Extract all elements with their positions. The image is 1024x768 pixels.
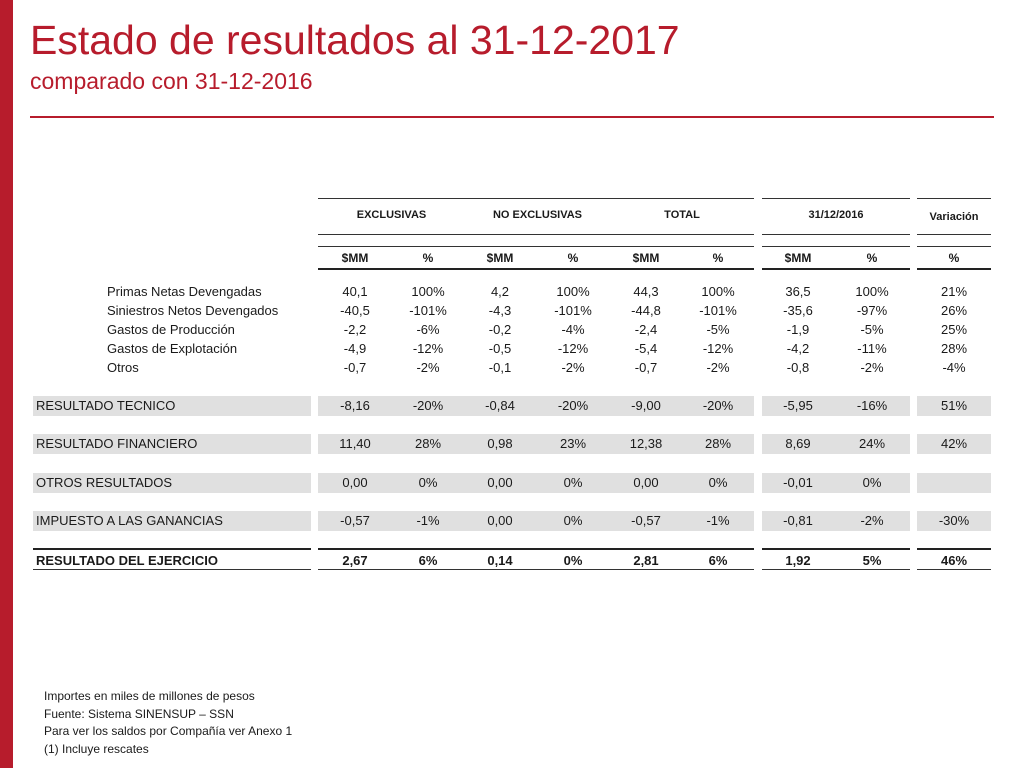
total-top-line [762, 548, 910, 550]
table-cell: -5,4 [634, 341, 658, 356]
total-bottom-line [917, 569, 991, 570]
group-header: TOTAL [664, 209, 700, 221]
table-cell: -12% [557, 341, 589, 356]
table-cell: -0,7 [343, 360, 367, 375]
group-bottom-line [465, 234, 610, 235]
table-cell: -1,9 [786, 322, 810, 337]
group-header: EXCLUSIVAS [356, 209, 427, 221]
table-cell: 42% [940, 436, 968, 451]
table-cell: 26% [940, 303, 968, 318]
subheader-bottom-line [762, 268, 910, 270]
table-cell: 100% [701, 284, 735, 299]
table-cell: 28% [704, 436, 732, 451]
table-cell: 24% [858, 436, 886, 451]
total-bottom-line [33, 569, 311, 570]
table-cell: -40,5 [340, 303, 370, 318]
table-cell: -4% [942, 360, 966, 375]
table-cell: 100% [556, 284, 590, 299]
table-cell: 40,1 [342, 284, 368, 299]
table-cell: 0,98 [487, 436, 513, 451]
total-top-line [318, 548, 754, 550]
table-cell: 0,00 [487, 475, 513, 490]
row-label: Gastos de Producción [107, 322, 235, 337]
table-cell: -5,95 [783, 398, 813, 413]
table-cell: 25% [940, 322, 968, 337]
table-cell: -4,9 [343, 341, 367, 356]
row-label: Siniestros Netos Devengados [107, 303, 279, 318]
row-label: Primas Netas Devengadas [107, 284, 262, 299]
table-cell: -12% [412, 341, 444, 356]
table-cell: -44,8 [631, 303, 661, 318]
table-cell: -4% [561, 322, 585, 337]
table-cell: -4,3 [488, 303, 512, 318]
table-cell: 100% [411, 284, 445, 299]
column-header: $MM [486, 251, 514, 265]
table-cell: -20% [557, 398, 589, 413]
total-top-line [33, 548, 311, 550]
column-header: % [567, 251, 579, 265]
footnote-source: Fuente: Sistema SINENSUP – SSN [44, 706, 234, 721]
row-label: Otros [107, 360, 139, 375]
group-top-line [610, 198, 754, 199]
table-cell: -2% [561, 360, 585, 375]
group-bottom-line [762, 234, 910, 235]
summary-label: IMPUESTO A LAS GANANCIAS [36, 513, 223, 528]
table-cell: -6% [416, 322, 440, 337]
table-cell: -0,81 [783, 513, 813, 528]
group-bottom-line [917, 234, 991, 235]
total-bottom-line [762, 569, 910, 570]
column-header: $MM [784, 251, 812, 265]
table-cell: 28% [940, 341, 968, 356]
table-cell: -8,16 [340, 398, 370, 413]
table-cell: -2,2 [343, 322, 367, 337]
row-label: Gastos de Explotación [107, 341, 238, 356]
table-cell: -9,00 [631, 398, 661, 413]
summary-label: RESULTADO TECNICO [36, 398, 176, 413]
table-cell: -101% [699, 303, 737, 318]
table-cell: 0% [418, 475, 438, 490]
table-cell: -20% [412, 398, 444, 413]
table-cell: -5% [706, 322, 730, 337]
total-label: RESULTADO DEL EJERCICIO [36, 553, 219, 568]
table-cell: 0% [862, 475, 882, 490]
table-cell: -0,5 [488, 341, 512, 356]
group-top-line [917, 198, 991, 199]
table-cell: 51% [940, 398, 968, 413]
subheader-top-line [762, 246, 910, 247]
table-cell: 23% [559, 436, 587, 451]
table-cell: 0,00 [342, 475, 368, 490]
total-cell: 46% [940, 553, 968, 568]
column-header: $MM [632, 251, 660, 265]
table-cell: -101% [554, 303, 592, 318]
total-cell: 0% [563, 553, 583, 568]
subheader-top-line [318, 246, 754, 247]
table-cell: -2% [706, 360, 730, 375]
page-subtitle: comparado con 31-12-2016 [30, 68, 313, 94]
title-divider [30, 116, 994, 118]
group-top-line [465, 198, 610, 199]
table-cell: 11,40 [339, 436, 371, 451]
row-band [917, 473, 991, 493]
table-cell: -0,8 [786, 360, 810, 375]
group-bottom-line [318, 234, 465, 235]
table-cell: -0,01 [783, 475, 813, 490]
table-cell: 28% [414, 436, 442, 451]
footnote-annex: Para ver los saldos por Compañía ver Anexo 1 [44, 724, 293, 738]
left-accent-bar [0, 0, 13, 768]
table-cell: -1% [416, 513, 440, 528]
table-cell: -2% [860, 513, 884, 528]
table-cell: -101% [409, 303, 447, 318]
table-cell: -4,2 [786, 341, 810, 356]
table-cell: -0,57 [340, 513, 370, 528]
column-header: % [948, 251, 960, 265]
table-cell: -35,6 [783, 303, 813, 318]
table-cell: 36,5 [785, 284, 811, 299]
footnotes [44, 688, 292, 758]
group-header: Variación [929, 211, 979, 223]
column-header: $MM [341, 251, 369, 265]
table-cell: 4,2 [490, 284, 510, 299]
table-cell: -30% [938, 513, 970, 528]
table-cell: -0,57 [631, 513, 661, 528]
total-cell: 1,92 [785, 553, 811, 568]
table-cell: 0,00 [487, 513, 513, 528]
column-header: % [866, 251, 878, 265]
column-header: % [712, 251, 724, 265]
footnote-rescates: (1) Incluye rescates [44, 741, 149, 756]
table-cell: -0,2 [488, 322, 512, 337]
table-cell: -0,1 [488, 360, 512, 375]
table-cell: 0,00 [633, 475, 659, 490]
table-cell: -16% [856, 398, 888, 413]
table-cell: -0,84 [485, 398, 515, 413]
total-cell: 2,67 [342, 553, 368, 568]
subheader-top-line [917, 246, 991, 247]
group-bottom-line [610, 234, 754, 235]
total-bottom-line [318, 569, 754, 570]
table-cell: -12% [702, 341, 734, 356]
total-top-line [917, 548, 991, 550]
page-title: Estado de resultados al 31-12-2017 [30, 17, 680, 63]
total-cell: 6% [708, 553, 728, 568]
table-cell: -2% [416, 360, 440, 375]
table-cell: -5% [860, 322, 884, 337]
table-cell: 12,38 [629, 436, 663, 451]
table-cell: 8,69 [785, 436, 811, 451]
table-cell: -97% [856, 303, 888, 318]
table-cell: -11% [857, 341, 887, 356]
group-header: 31/12/2016 [808, 209, 864, 221]
total-cell: 2,81 [633, 553, 659, 568]
table-cell: 0% [708, 475, 728, 490]
summary-label: RESULTADO FINANCIERO [36, 436, 198, 451]
table-cell: -2,4 [634, 322, 658, 337]
table-cell: -20% [702, 398, 734, 413]
footnote-units: Importes en miles de millones de pesos [44, 689, 255, 703]
table-cell: -2% [860, 360, 884, 375]
column-header: % [422, 251, 434, 265]
total-cell: 5% [862, 553, 882, 568]
table-cell: -1% [706, 513, 730, 528]
table-cell: 21% [940, 284, 968, 299]
table-cell: 100% [855, 284, 889, 299]
table-cell: 0% [563, 475, 583, 490]
table-cell: -0,7 [634, 360, 658, 375]
total-cell: 6% [418, 553, 438, 568]
group-header: NO EXCLUSIVAS [492, 209, 583, 221]
group-top-line [762, 198, 910, 199]
table-cell: 44,3 [633, 284, 659, 299]
subheader-bottom-line [917, 268, 991, 270]
table-cell: 0% [563, 513, 583, 528]
summary-label: OTROS RESULTADOS [36, 475, 173, 490]
total-cell: 0,14 [487, 553, 513, 568]
subheader-bottom-line [318, 268, 754, 270]
group-top-line [318, 198, 465, 199]
